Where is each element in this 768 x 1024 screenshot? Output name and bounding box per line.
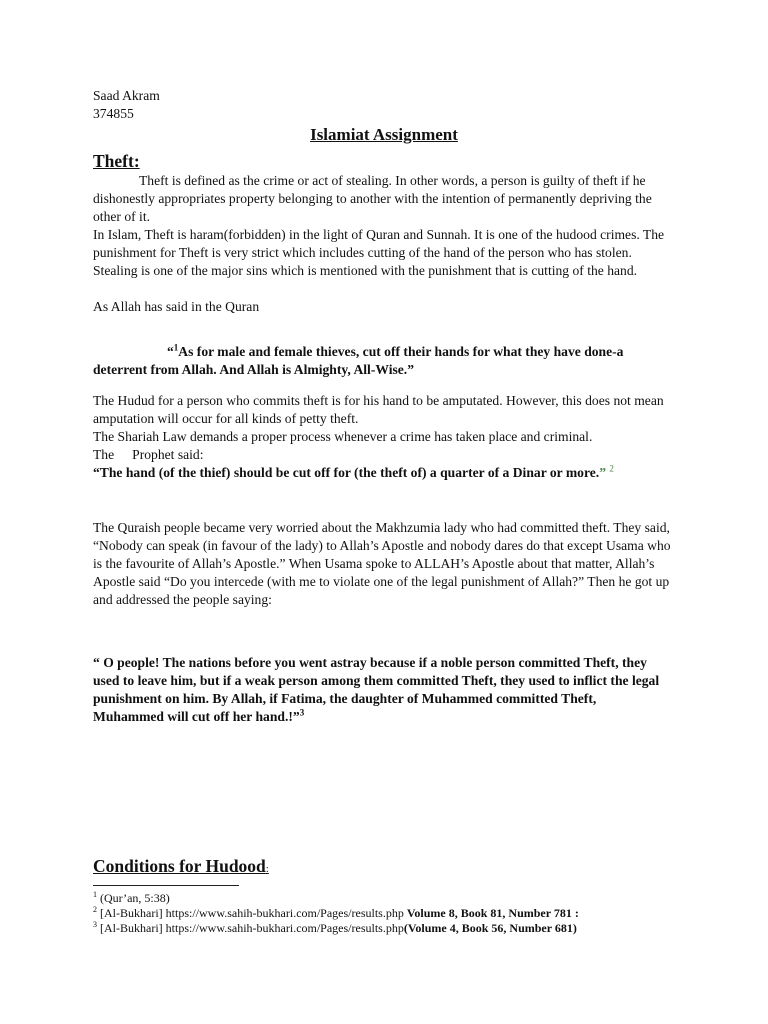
footnote-ref-1: 1 — [173, 342, 179, 353]
conditions-colon: : — [265, 863, 269, 875]
footnote-3-bold: (Volume 4, Book 56, Number 681) — [403, 921, 577, 935]
footnote-2 — [93, 906, 713, 921]
footnote-3-number: 3 — [93, 920, 97, 929]
conditions-heading — [93, 856, 269, 877]
footnote-separator — [93, 885, 239, 886]
quraish-paragraph: The Quraish people became very worried about the Makhzumia lady who had committed theft. They said, “Nobody can speak (in favour of the lady) to Allah’s Apostle and nobody dares do that except Usama who is the favourite of Allah’s Apostle.” When Usama spoke to ALLAH’s Apostle about that matter, Allah’s Apostle said “Do you intercede (with me to violate one of the legal punishment of Allah?” Then he got up and addressed the people saying: — [93, 520, 671, 607]
footnote-3-text: [Al-Bukhari] https://www.sahih-bukhari.com/Pages/results.php — [100, 921, 404, 935]
theft-heading: Theft: — [93, 151, 140, 171]
student-id: 374855 — [93, 106, 134, 121]
prophet-the: The — [93, 447, 115, 462]
footnote-3 — [93, 921, 713, 936]
footnote-2-number: 2 — [93, 905, 97, 914]
footnote-1-text: (Qur’an, 5:38) — [100, 891, 170, 905]
quran-quote — [93, 343, 653, 379]
quote-open-mark: “ — [167, 344, 174, 359]
islam-theft-paragraph: In Islam, Theft is haram(forbidden) in the light of Quran and Sunnah. It is one of the hudood crimes. The punishment for Theft is very strict which includes cutting of the hand of the person who has stolen. Stealing is one of the major sins which is mentioned with the punishment that is cutting of the hand. — [93, 227, 665, 278]
quran-quote-text: As for male and female thieves, cut off their hands for what they have done-a deterrent from Allah. And Allah is Almighty, All-Wise.” — [93, 344, 624, 377]
prophet-speech-text: “ O people! The nations before you went astray because if a noble person committed Theft, they used to leave him, but if a weak person among them committed Theft, they used to inflict the legal punishment on him. By Allah, if Fatima, the daughter of Muhammed committed Theft, Muhammed will cut off her hand.!” — [93, 655, 660, 724]
conditions-heading-text: Conditions for Hudood — [93, 856, 266, 876]
hadith-quote-text: “The hand (of the thief) should be cut off for (the theft of) a quarter of a Dinar or more. — [93, 465, 600, 480]
hadith-quote-close: ” — [599, 465, 606, 480]
prophet-said-line — [93, 446, 673, 464]
quran-intro-line: As Allah has said in the Quran — [93, 299, 260, 314]
footnote-1-number: 1 — [93, 890, 97, 899]
footnote-1 — [93, 891, 713, 906]
footnote-ref-2: 2 — [609, 463, 614, 474]
footnote-2-text: [Al-Bukhari] https://www.sahih-bukhari.com/Pages/results.php — [100, 906, 404, 920]
document-title: Islamiat Assignment — [310, 125, 458, 144]
hadith-quote — [93, 464, 653, 482]
footnote-ref-3: 3 — [299, 707, 305, 718]
author-name: Saad Akram — [93, 88, 160, 103]
prophet-said: Prophet said: — [132, 447, 204, 462]
prophet-speech-quote — [93, 654, 663, 726]
footnote-2-bold: Volume 8, Book 81, Number 781 : — [406, 906, 579, 920]
theft-definition-paragraph: Theft is defined as the crime or act of stealing. In other words, a person is guilty of theft if he dishonestly appropriates property belonging to another with the intention of permanently depriving the other of it. — [93, 173, 652, 224]
shariah-paragraph: The Shariah Law demands a proper process whenever a crime has taken place and criminal. — [93, 429, 593, 444]
hudud-paragraph: The Hudud for a person who commits theft is for his hand to be amputated. However, this does not mean amputation will occur for all kinds of petty theft. — [93, 393, 664, 426]
